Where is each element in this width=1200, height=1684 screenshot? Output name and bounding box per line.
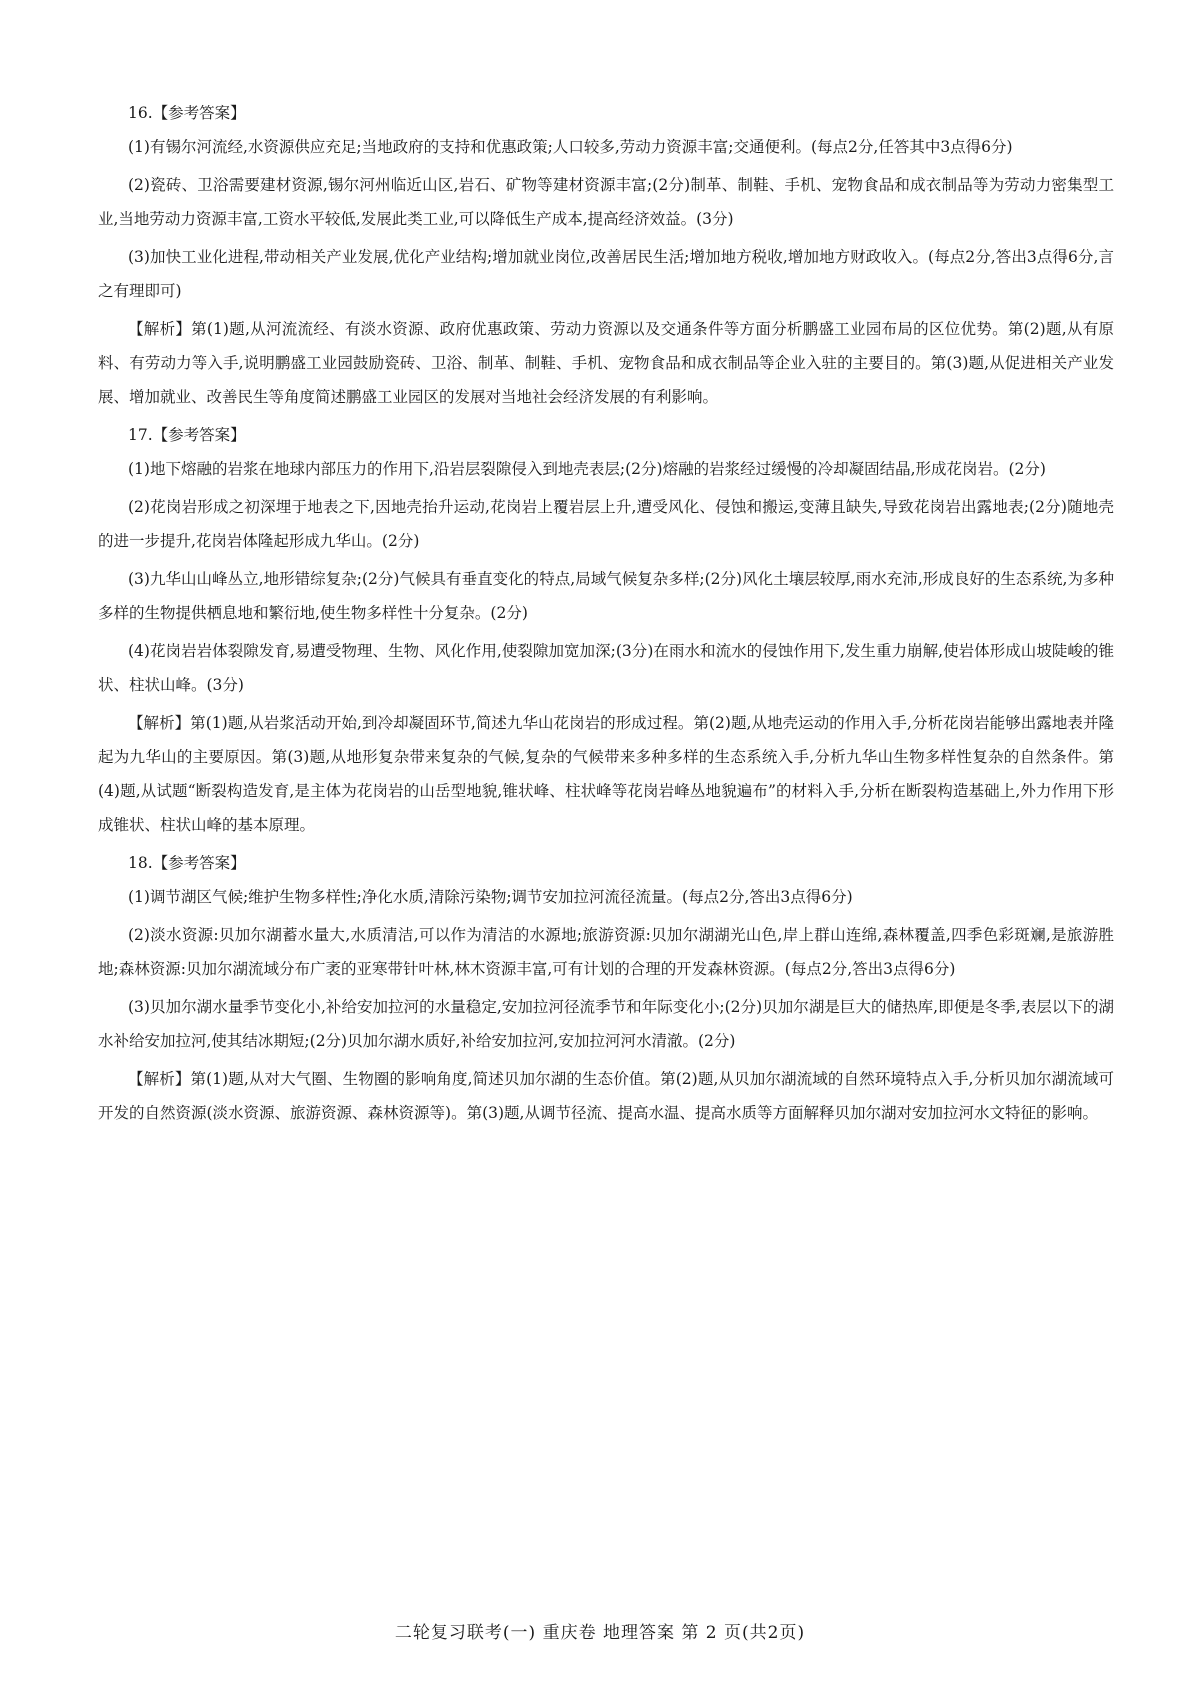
question-18-analysis: 【解析】第(1)题,从对大气圈、生物圈的影响角度,简述贝加尔湖的生态价值。第(2)题,从贝加尔湖流域的自然环境特点入手,分析贝加尔湖流域可开发的自然资源(淡水资源、旅游资源、森林资源等)。第(3)题,从调节径流、提高水温、提高水质等方面解释贝加尔湖对安加拉河水文特征的影响。 <box>98 1070 1114 1122</box>
question-18-answer-1: (1)调节湖区气候;维护生物多样性;净化水质,清除污染物;调节安加拉河流径流量。(每点2分,答出3点得6分) <box>128 888 853 906</box>
question-16-answer-3: (3)加快工业化进程,带动相关产业发展,优化产业结构;增加就业岗位,改善居民生活;增加地方税收,增加地方财政收入。(每点2分,答出3点得6分,言之有理即可) <box>98 248 1114 300</box>
question-17-analysis: 【解析】第(1)题,从岩浆活动开始,到冷却凝固环节,简述九华山花岗岩的形成过程。第(2)题,从地壳运动的作用入手,分析花岗岩能够出露地表并隆起为九华山的主要原因。第(3)题,从地形复杂带来复杂的气候,复杂的气候带来多种多样的生态系统入手,分析九华山生物多样性复杂的自然条件。第(4)题,从试题“断裂构造发育,是主体为花岗岩的山岳型地貌,锥状峰、柱状峰等花岗岩峰丛地貌遍布”的材料入手,分析在断裂构造基础上,外力作用下形成锥状、柱状山峰的基本原理。 <box>98 714 1114 834</box>
question-17 <box>98 418 1114 842</box>
question-17-answer-3: (3)九华山山峰丛立,地形错综复杂;(2分)气候具有垂直变化的特点,局域气候复杂多样;(2分)风化土壤层较厚,雨水充沛,形成良好的生态系统,为多种多样的生物提供栖息地和繁衍地,使生物多样性十分复杂。(2分) <box>98 570 1114 622</box>
page-footer: 二轮复习联考(一) 重庆卷 地理答案 第 2 页(共2页) <box>394 1623 806 1643</box>
answer-document <box>98 96 1114 1134</box>
question-18-heading: 18.【参考答案】 <box>128 854 246 872</box>
question-17-answer-2: (2)花岗岩形成之初深埋于地表之下,因地壳抬升运动,花岗岩上覆岩层上升,遭受风化、侵蚀和搬运,变薄且缺失,导致花岗岩出露地表;(2分)随地壳的进一步提升,花岗岩体隆起形成九华山。(2分) <box>98 498 1114 550</box>
question-16-analysis: 【解析】第(1)题,从河流流经、有淡水资源、政府优惠政策、劳动力资源以及交通条件等方面分析鹏盛工业园布局的区位优势。第(2)题,从有原料、有劳动力等入手,说明鹏盛工业园鼓励瓷砖、卫浴、制革、制鞋、手机、宠物食品和成衣制品等企业入驻的主要目的。第(3)题,从促进相关产业发展、增加就业、改善民生等角度简述鹏盛工业园区的发展对当地社会经济发展的有利影响。 <box>98 320 1114 406</box>
question-16-answer-1: (1)有锡尔河流经,水资源供应充足;当地政府的支持和优惠政策;人口较多,劳动力资源丰富;交通便利。(每点2分,任答其中3点得6分) <box>128 138 1013 156</box>
question-16 <box>98 96 1114 414</box>
question-16-heading: 16.【参考答案】 <box>128 104 246 122</box>
question-18-answer-3: (3)贝加尔湖水量季节变化小,补给安加拉河的水量稳定,安加拉河径流季节和年际变化小;(2分)贝加尔湖是巨大的储热库,即便是冬季,表层以下的湖水补给安加拉河,使其结冰期短;(2分)贝加尔湖水质好,补给安加拉河,安加拉河河水清澈。(2分) <box>98 998 1114 1050</box>
question-18 <box>98 846 1114 1130</box>
question-18-answer-2: (2)淡水资源:贝加尔湖蓄水量大,水质清洁,可以作为清洁的水源地;旅游资源:贝加尔湖湖光山色,岸上群山连绵,森林覆盖,四季色彩斑斓,是旅游胜地;森林资源:贝加尔湖流域分布广袤的亚寒带针叶林,林木资源丰富,可有计划的合理的开发森林资源。(每点2分,答出3点得6分) <box>98 926 1114 978</box>
question-17-answer-4: (4)花岗岩岩体裂隙发育,易遭受物理、生物、风化作用,使裂隙加宽加深;(3分)在雨水和流水的侵蚀作用下,发生重力崩解,使岩体形成山坡陡峻的锥状、柱状山峰。(3分) <box>98 642 1114 694</box>
question-17-heading: 17.【参考答案】 <box>128 426 246 444</box>
question-17-answer-1: (1)地下熔融的岩浆在地球内部压力的作用下,沿岩层裂隙侵入到地壳表层;(2分)熔融的岩浆经过缓慢的冷却凝固结晶,形成花岗岩。(2分) <box>128 460 1046 478</box>
question-16-answer-2: (2)瓷砖、卫浴需要建材资源,锡尔河州临近山区,岩石、矿物等建材资源丰富;(2分)制革、制鞋、手机、宠物食品和成衣制品等为劳动力密集型工业,当地劳动力资源丰富,工资水平较低,发展此类工业,可以降低生产成本,提高经济效益。(3分) <box>98 176 1114 228</box>
